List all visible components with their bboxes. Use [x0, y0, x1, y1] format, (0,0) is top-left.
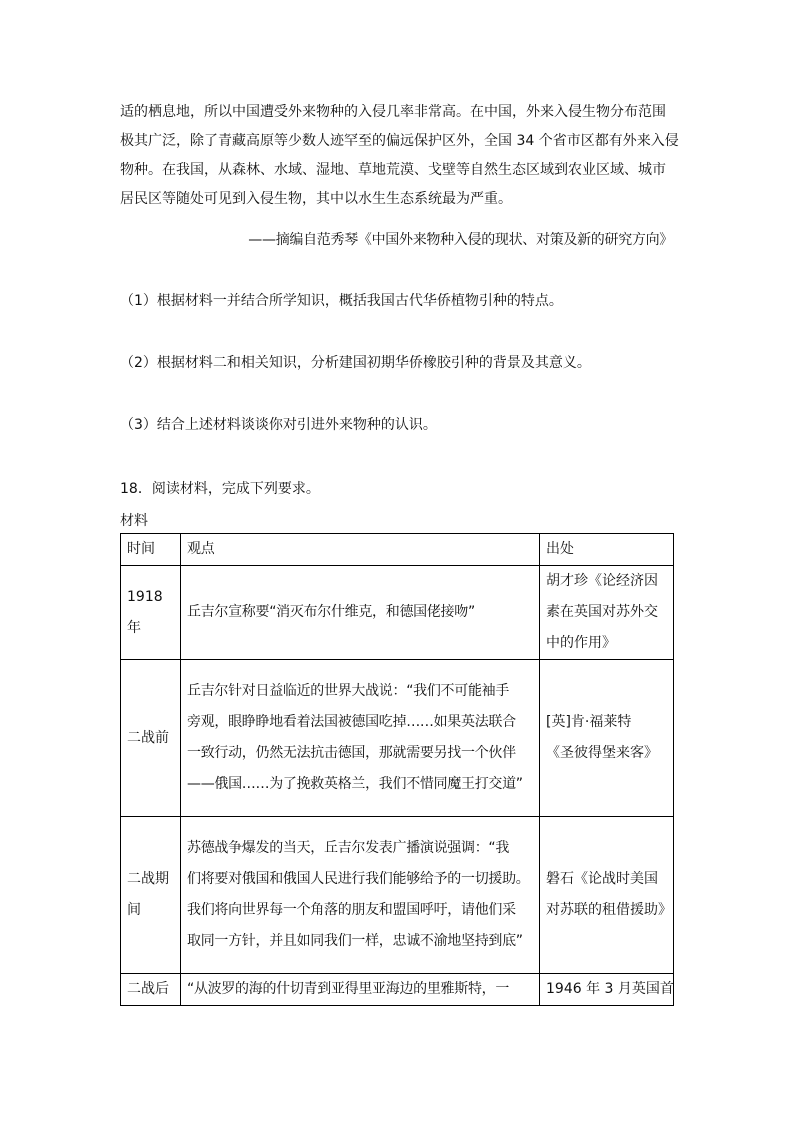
- table-row: [121, 660, 674, 817]
- row-view: [181, 817, 540, 974]
- source-line: [英]肯·福莱特: [546, 714, 632, 730]
- material-table: [120, 533, 674, 1006]
- source-line: 对苏联的租借援助》: [546, 902, 672, 918]
- table-row: [121, 566, 674, 660]
- view-line: 丘吉尔针对日益临近的世界大战说：“我们不可能袖手: [187, 683, 510, 699]
- row-source: [540, 660, 674, 817]
- view-line: 们将要对俄国和俄国人民进行我们能够给予的一切援助。: [187, 871, 530, 887]
- row-view: [181, 566, 540, 660]
- row-source: [540, 566, 674, 660]
- row-source: [540, 974, 674, 1006]
- row-time: [121, 660, 181, 817]
- row-time: [121, 817, 181, 974]
- source-line: 《圣彼得堡来客》: [546, 745, 658, 761]
- header-view: 观点: [181, 534, 540, 566]
- passage: [120, 98, 680, 214]
- source-line: 中的作用》: [546, 635, 616, 651]
- row-time: [121, 566, 181, 660]
- view-line: “从波罗的海的什切青到亚得里亚海边的里雅斯特，一: [187, 981, 510, 997]
- time-line: 年: [127, 619, 141, 636]
- source-line: 磐石《论战时美国: [546, 871, 658, 887]
- view-line: 苏德战争爆发的当天，丘吉尔发表广播演说强调：“我: [187, 840, 510, 856]
- view-line: 旁观，眼睁睁地看着法国被德国吃掉……如果英法联合: [187, 714, 516, 730]
- passage-line: 物种。在我国，从森林、水域、湿地、草地荒漠、戈壁等自然生态区域到农业区域、城市: [120, 162, 666, 178]
- question-2: （2）根据材料二和相关知识，分析建国初期华侨橡胶引种的背景及其意义。: [120, 355, 591, 371]
- question-1: （1）根据材料一并结合所学知识，概括我国古代华侨植物引种的特点。: [120, 293, 563, 309]
- passage-line: 适的栖息地，所以中国遭受外来物种的入侵几率非常高。在中国，外来入侵生物分布范围: [120, 104, 666, 120]
- table-row: [121, 974, 674, 1006]
- time-line: 间: [127, 902, 141, 918]
- source-line: 素在英国对苏外交: [546, 604, 658, 620]
- table-row: [121, 817, 674, 974]
- source-line: 胡才珍《论经济因: [546, 573, 658, 589]
- question-3: （3）结合上述材料谈谈你对引进外来物种的认识。: [120, 417, 437, 433]
- view-line: 丘吉尔宣称要“消灭布尔什维克，和德国佬接吻”: [187, 604, 475, 620]
- time-line: 二战后: [127, 981, 169, 997]
- header-source: 出处: [540, 534, 674, 566]
- view-line: 一致行动，仍然无法抗击德国，那就需要另找一个伙伴: [187, 745, 516, 761]
- view-line: 取同一方针，并且如同我们一样，忠诚不渝地坚持到底”: [187, 933, 523, 949]
- table-header-row: [121, 534, 674, 566]
- time-line: 二战期: [127, 871, 169, 887]
- source-line: 1946 年 3 月英国首: [546, 981, 674, 997]
- passage-line: 居民区等随处可见到入侵生物，其中以水生生态系统最为严重。: [120, 191, 512, 207]
- time-line: 1918: [127, 588, 163, 605]
- material-label: 材料: [120, 513, 148, 529]
- row-time: [121, 974, 181, 1006]
- view-line: ——俄国……为了挽救英格兰，我们不惜同魔王打交道”: [187, 776, 523, 792]
- passage-source: ——摘编自范秀琴《中国外来物种入侵的现状、对策及新的研究方向》: [248, 232, 673, 248]
- view-line: 我们将向世界每一个角落的朋友和盟国呼吁，请他们采: [187, 902, 516, 918]
- question-18-title: 18．阅读材料，完成下列要求。: [120, 481, 320, 497]
- row-view: [181, 974, 540, 1006]
- row-source: [540, 817, 674, 974]
- time-line: 二战前: [127, 729, 169, 746]
- passage-line: 极其广泛，除了青藏高原等少数人迹罕至的偏远保护区外，全国 34 个省市区都有外来入侵: [120, 133, 679, 149]
- header-time: 时间: [121, 534, 181, 566]
- row-view: [181, 660, 540, 817]
